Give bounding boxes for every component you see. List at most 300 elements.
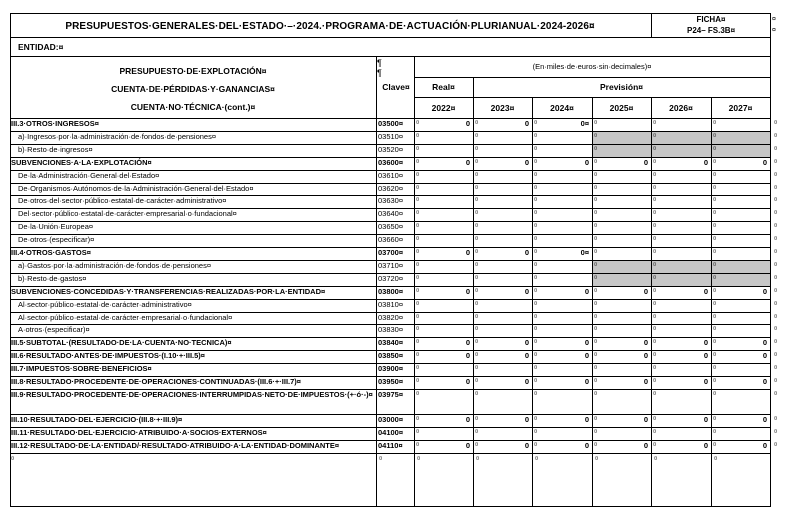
cell-end-mark: ¤ (475, 210, 479, 217)
cell-value[interactable]: 0 (703, 286, 708, 296)
row-code: 04100¤ (378, 427, 404, 437)
cell-end-mark: ¤ (653, 171, 657, 178)
cell-end-mark: ¤ (416, 300, 420, 307)
document-title: PRESUPUESTOS·GENERALES·DEL·ESTADO·–·2024.·PROGRAMA·DE·ACTUACIÓN·PLURIANUAL·2024-2026¤ (65, 21, 595, 32)
cell-end-mark: ¤ (416, 313, 420, 320)
cell-end-mark: ¤ (713, 378, 717, 384)
cell-end-mark: ¤ (594, 313, 598, 320)
cell-end-mark: ¤ (653, 236, 657, 243)
row-code: 03620¤ (378, 183, 404, 193)
cell-end-mark: ¤ (713, 274, 717, 281)
row-end-mark: ¤ (774, 210, 778, 217)
cell-end-mark: ¤ (416, 390, 420, 397)
table-row (10, 234, 778, 247)
cell-end-mark: ¤ (534, 274, 538, 281)
table-row (10, 414, 778, 427)
cell-end-mark: ¤ (594, 352, 598, 359)
row-code: 03510¤ (378, 131, 404, 141)
cell-end-mark: ¤ (534, 428, 538, 435)
cell-end-mark: ¤ (713, 300, 717, 307)
pilcrow: ¶ (377, 68, 382, 78)
row-label: b)·Resto·de·gastos¤ (18, 273, 87, 283)
row-label: De·la·Unión·Europea¤ (18, 222, 94, 232)
row-code: 03520¤ (378, 144, 404, 154)
table-row (10, 195, 778, 208)
cell-value[interactable]: 0 (524, 286, 529, 296)
row-code: 03900¤ (378, 364, 404, 374)
row-label: III.8·RESULTADO·PROCEDENTE·DE·OPERACIONES·CONTINUADAS·(III.6·+·III.7)¤ (11, 377, 301, 386)
cell-end-mark: ¤ (594, 184, 598, 191)
header-units: (En·miles·de·euros·sin·decimales)¤ (532, 62, 652, 71)
cell-end-mark: ¤ (594, 300, 598, 307)
table-row (10, 389, 778, 414)
row-label: III.10·RESULTADO·DEL·EJERCICIO·(III.8·+·III.9)¤ (11, 414, 183, 424)
table-row (10, 440, 778, 453)
row-label: Al·sector·público·estatal·de·carácter·administrativo¤ (18, 299, 192, 309)
table-row (10, 183, 778, 196)
cell-end-mark: ¤ (416, 378, 420, 384)
cell-end-mark: ¤ (653, 428, 657, 435)
row-label: SUBVENCIONES·A·LA·EXPLOTACIÓN¤ (11, 157, 152, 167)
cell-end-mark: ¤ (594, 339, 598, 346)
empty-cell-mark: ¤ (535, 455, 539, 462)
margin-mark: ¤ (772, 27, 776, 34)
cell-end-mark: ¤ (534, 223, 538, 230)
table-row (10, 312, 778, 325)
cell-end-mark: ¤ (653, 339, 657, 346)
cell-end-mark: ¤ (475, 326, 479, 333)
cell-value[interactable]: 0 (524, 440, 529, 450)
cell-end-mark: ¤ (534, 300, 538, 307)
header-year: 2024¤ (550, 103, 574, 113)
cell-end-mark: ¤ (534, 441, 538, 448)
empty-cell-mark: ¤ (476, 455, 480, 462)
row-end-mark: ¤ (774, 441, 778, 448)
cell-value[interactable]: 0 (762, 377, 767, 386)
cell-end-mark: ¤ (475, 261, 479, 268)
cell-end-mark: ¤ (594, 274, 598, 281)
cell-end-mark: ¤ (653, 120, 657, 126)
cell-end-mark: ¤ (416, 210, 420, 217)
cell-end-mark: ¤ (594, 378, 598, 384)
cell-end-mark: ¤ (594, 441, 598, 448)
cell-end-mark: ¤ (475, 132, 479, 139)
cell-value[interactable]: 0 (643, 440, 648, 450)
cell-end-mark: ¤ (534, 378, 538, 384)
cell-end-mark: ¤ (594, 197, 598, 204)
cell-end-mark: ¤ (475, 313, 479, 320)
cell-value[interactable]: 0 (524, 248, 529, 257)
ficha-line-2: P24– FS.3B¤ (686, 26, 736, 35)
cell-value[interactable]: 0 (584, 377, 589, 386)
cell-value[interactable]: 0 (465, 157, 470, 167)
row-label: III.5·SUBTOTAL·(RESULTADO·DE·LA·CUENTA·NO·TECNICA)¤ (11, 338, 232, 348)
row-code: 03700¤ (378, 248, 404, 257)
header-cuenta: CUENTA·DE·PÉRDIDAS·Y·GANANCIAS¤ (111, 84, 275, 94)
row-end-mark: ¤ (774, 313, 778, 320)
cell-end-mark: ¤ (713, 210, 717, 217)
header-prevision: Previsión¤ (600, 82, 643, 92)
row-label: Del·sector·público·estatal·de·carácter·empresarial·o·fundacional¤ (18, 209, 237, 219)
cell-end-mark: ¤ (653, 352, 657, 359)
row-end-mark: ¤ (774, 378, 778, 384)
table-row (10, 376, 778, 389)
cell-value[interactable]: 0 (762, 414, 767, 424)
row-end-mark: ¤ (774, 287, 778, 294)
cell-value[interactable]: 0 (465, 377, 470, 386)
cell-end-mark: ¤ (534, 415, 538, 422)
cell-value[interactable]: 0 (465, 338, 470, 348)
cell-end-mark: ¤ (653, 223, 657, 230)
cell-value[interactable]: 0 (762, 157, 767, 167)
cell-value[interactable]: 0 (643, 286, 648, 296)
table-row (10, 118, 778, 131)
cell-end-mark: ¤ (594, 236, 598, 243)
cell-end-mark: ¤ (713, 145, 717, 152)
ficha-line-1: FICHA¤ (696, 15, 726, 24)
cell-end-mark: ¤ (475, 339, 479, 346)
cell-value[interactable]: 0 (584, 414, 589, 424)
cell-end-mark: ¤ (416, 158, 420, 165)
row-code: 03640¤ (378, 209, 404, 219)
cell-end-mark: ¤ (534, 197, 538, 204)
cell-value[interactable]: 0 (584, 440, 589, 450)
cell-end-mark: ¤ (416, 352, 420, 359)
cell-value[interactable]: 0 (465, 248, 470, 257)
cell-end-mark: ¤ (653, 158, 657, 165)
cell-end-mark: ¤ (475, 249, 479, 255)
cell-end-mark: ¤ (534, 249, 538, 255)
row-end-mark: ¤ (774, 339, 778, 346)
cell-end-mark: ¤ (653, 415, 657, 422)
cell-value[interactable]: 0 (703, 414, 708, 424)
cell-end-mark: ¤ (653, 390, 657, 397)
row-code: 03710¤ (378, 260, 404, 270)
cell-end-mark: ¤ (594, 249, 598, 255)
header-cuenta-no-tecnica: CUENTA·NO·TÉCNICA·(cont.)¤ (130, 102, 256, 112)
cell-end-mark: ¤ (416, 326, 420, 333)
cell-end-mark: ¤ (534, 171, 538, 178)
cell-end-mark: ¤ (594, 287, 598, 294)
row-label: III.6·RESULTADO·ANTES·DE·IMPUESTOS·(I.10·+·III.5)¤ (11, 351, 205, 361)
cell-end-mark: ¤ (534, 210, 538, 217)
row-end-mark: ¤ (774, 415, 778, 422)
cell-end-mark: ¤ (534, 352, 538, 359)
cell-end-mark: ¤ (653, 300, 657, 307)
cell-end-mark: ¤ (713, 287, 717, 294)
cell-end-mark: ¤ (475, 390, 479, 397)
cell-end-mark: ¤ (416, 339, 420, 346)
cell-value[interactable]: 0 (524, 119, 529, 128)
empty-cell-mark: ¤ (654, 455, 658, 462)
row-code: 03810¤ (378, 299, 404, 309)
cell-end-mark: ¤ (534, 158, 538, 165)
cell-end-mark: ¤ (653, 210, 657, 217)
row-label: De·otros·(especificar)¤ (18, 235, 95, 245)
entity-label: ENTIDAD:¤ (18, 42, 64, 52)
row-end-mark: ¤ (774, 145, 778, 152)
cell-end-mark: ¤ (475, 300, 479, 307)
cell-value[interactable]: 0 (762, 338, 767, 348)
table-row (10, 260, 778, 273)
cell-end-mark: ¤ (416, 197, 420, 204)
cell-end-mark: ¤ (713, 428, 717, 435)
cell-end-mark: ¤ (713, 415, 717, 422)
cell-value[interactable]: 0 (643, 157, 648, 167)
cell-end-mark: ¤ (594, 390, 598, 397)
cell-end-mark: ¤ (713, 197, 717, 204)
table-row (10, 247, 778, 260)
cell-end-mark: ¤ (653, 274, 657, 281)
row-code: 03820¤ (378, 312, 404, 322)
ficha-code (652, 14, 770, 36)
cell-value[interactable]: 0 (584, 286, 589, 296)
cell-end-mark: ¤ (713, 339, 717, 346)
cell-value[interactable]: 0 (465, 351, 470, 361)
cell-end-mark: ¤ (594, 415, 598, 422)
table-row (10, 273, 778, 286)
cell-value[interactable]: 0 (762, 351, 767, 361)
cell-end-mark: ¤ (653, 313, 657, 320)
cell-end-mark: ¤ (713, 171, 717, 178)
empty-cell-mark: ¤ (714, 455, 718, 462)
cell-end-mark: ¤ (713, 352, 717, 359)
cell-end-mark: ¤ (594, 428, 598, 435)
cell-value[interactable]: 0 (465, 286, 470, 296)
cell-end-mark: ¤ (475, 120, 479, 126)
cell-value[interactable]: 0 (524, 377, 529, 386)
cell-end-mark: ¤ (594, 223, 598, 230)
cell-value[interactable]: 0 (643, 338, 648, 348)
cell-end-mark: ¤ (416, 365, 420, 372)
row-end-mark: ¤ (774, 171, 778, 178)
cell-value[interactable]: 0 (584, 338, 589, 348)
cell-end-mark: ¤ (416, 415, 420, 422)
cell-end-mark: ¤ (534, 390, 538, 397)
cell-end-mark: ¤ (416, 171, 420, 178)
cell-value[interactable]: 0 (465, 414, 470, 424)
cell-end-mark: ¤ (475, 158, 479, 165)
table-row (10, 131, 778, 144)
cell-end-mark: ¤ (475, 441, 479, 448)
row-code: 03850¤ (378, 351, 404, 361)
row-code: 03950¤ (378, 377, 404, 386)
cell-end-mark: ¤ (416, 120, 420, 126)
row-label: a)·Gastos·por·la·administración·de·fondos·de·pensiones¤ (18, 260, 212, 270)
cell-value[interactable]: 0 (465, 119, 470, 128)
cell-end-mark: ¤ (653, 132, 657, 139)
cell-end-mark: ¤ (653, 287, 657, 294)
row-code: 03500¤ (378, 119, 404, 128)
row-end-mark: ¤ (774, 197, 778, 204)
table-row (10, 170, 778, 183)
cell-end-mark: ¤ (416, 249, 420, 255)
cell-end-mark: ¤ (534, 145, 538, 152)
table-row (10, 144, 778, 157)
table-row (10, 286, 778, 299)
cell-end-mark: ¤ (713, 223, 717, 230)
row-label: III.9·RESULTADO·PROCEDENTE·DE·OPERACIONES·INTERRUMPIDAS·NETO·DE·IMPUESTOS·(+·ó·-)¤ (11, 389, 373, 399)
empty-cell-mark: ¤ (417, 455, 421, 462)
row-label: a)·Ingresos·por·la·administración·de·fondos·de·pensiones¤ (18, 131, 217, 141)
cell-end-mark: ¤ (713, 132, 717, 139)
header-real: Real¤ (432, 82, 455, 92)
cell-end-mark: ¤ (653, 365, 657, 372)
cell-end-mark: ¤ (713, 326, 717, 333)
cell-end-mark: ¤ (594, 145, 598, 152)
cell-end-mark: ¤ (475, 197, 479, 204)
pilcrow: ¶ (377, 58, 382, 68)
row-label: III.4·OTROS·GASTOS¤ (11, 248, 91, 257)
cell-end-mark: ¤ (416, 441, 420, 448)
cell-value[interactable]: 0 (524, 351, 529, 361)
table-row (10, 324, 778, 337)
cell-end-mark: ¤ (653, 441, 657, 448)
cell-end-mark: ¤ (475, 287, 479, 294)
cell-end-mark: ¤ (475, 236, 479, 243)
row-label: SUBVENCIONES·CONCEDIDAS·Y·TRANSFERENCIAS·REALIZADAS·POR·LA·ENTIDAD¤ (11, 286, 326, 296)
cell-end-mark: ¤ (416, 287, 420, 294)
cell-value[interactable]: 0 (584, 157, 589, 167)
cell-value[interactable]: 0 (643, 414, 648, 424)
header-year: 2022¤ (431, 103, 456, 113)
row-label: De·otros·del·sector·público·estatal·de·carácter·administrativo¤ (18, 196, 227, 206)
cell-end-mark: ¤ (534, 339, 538, 346)
row-label: III.11·RESULTADO·DEL·EJERCICIO·ATRIBUIDO·A·SOCIOS·EXTERNOS¤ (11, 427, 267, 437)
cell-end-mark: ¤ (475, 378, 479, 384)
cell-value[interactable]: 0 (524, 157, 529, 167)
cell-end-mark: ¤ (653, 197, 657, 204)
row-code: 03975¤ (378, 389, 404, 399)
cell-value[interactable]: 0 (465, 440, 470, 450)
cell-end-mark: ¤ (653, 378, 657, 384)
cell-value[interactable]: 0¤ (580, 119, 589, 128)
cell-end-mark: ¤ (713, 236, 717, 243)
cell-end-mark: ¤ (475, 365, 479, 372)
row-end-mark: ¤ (774, 352, 778, 359)
row-end-mark: ¤ (774, 223, 778, 230)
row-code: 03650¤ (378, 222, 404, 232)
header-year: 2026¤ (669, 103, 693, 113)
row-label: A·otros·(especificar)¤ (18, 325, 90, 335)
cell-end-mark: ¤ (416, 428, 420, 435)
cell-value[interactable]: 0 (703, 351, 708, 361)
cell-end-mark: ¤ (416, 184, 420, 191)
cell-end-mark: ¤ (416, 132, 420, 139)
table-row (10, 157, 778, 170)
cell-end-mark: ¤ (534, 132, 538, 139)
row-end-mark: ¤ (774, 158, 778, 165)
header-presupuesto: PRESUPUESTO·DE·EXPLOTACIÓN¤ (119, 66, 267, 76)
cell-end-mark: ¤ (475, 415, 479, 422)
cell-end-mark: ¤ (653, 261, 657, 268)
cell-end-mark: ¤ (713, 390, 717, 397)
table-row (10, 299, 778, 312)
cell-value[interactable]: 0 (703, 157, 708, 167)
row-end-mark: ¤ (774, 326, 778, 333)
table-row (10, 427, 778, 440)
cell-end-mark: ¤ (534, 326, 538, 333)
cell-end-mark: ¤ (534, 184, 538, 191)
cell-end-mark: ¤ (653, 326, 657, 333)
cell-end-mark: ¤ (475, 223, 479, 230)
cell-value[interactable]: 0 (703, 377, 708, 386)
cell-end-mark: ¤ (475, 428, 479, 435)
row-end-mark: ¤ (774, 132, 778, 139)
cell-value[interactable]: 0 (524, 338, 529, 348)
row-end-mark: ¤ (774, 261, 778, 268)
cell-end-mark: ¤ (594, 158, 598, 165)
cell-end-mark: ¤ (653, 249, 657, 255)
empty-cell-mark: ¤ (595, 455, 599, 462)
cell-end-mark: ¤ (653, 145, 657, 152)
row-code: 03800¤ (378, 286, 404, 296)
cell-end-mark: ¤ (416, 223, 420, 230)
row-label: Al·sector·público·estatal·de·carácter·empresarial·o·fundacional¤ (18, 312, 233, 322)
cell-end-mark: ¤ (713, 441, 717, 448)
cell-end-mark: ¤ (594, 326, 598, 333)
cell-value[interactable]: 0 (584, 351, 589, 361)
row-code: 03720¤ (378, 273, 404, 283)
empty-cell-mark: ¤ (379, 455, 383, 462)
cell-value[interactable]: 0 (762, 286, 767, 296)
cell-end-mark: ¤ (713, 313, 717, 320)
cell-value[interactable]: 0¤ (580, 248, 589, 257)
cell-end-mark: ¤ (416, 145, 420, 152)
row-end-mark: ¤ (774, 300, 778, 307)
row-code: 03840¤ (378, 338, 404, 348)
cell-end-mark: ¤ (534, 236, 538, 243)
row-end-mark: ¤ (774, 274, 778, 281)
row-label: III.7·IMPUESTOS·SOBRE·BENEFICIOS¤ (11, 364, 152, 374)
cell-end-mark: ¤ (534, 287, 538, 294)
row-end-mark: ¤ (774, 120, 778, 126)
row-end-mark: ¤ (774, 428, 778, 435)
header-year: 2025¤ (609, 103, 634, 113)
cell-end-mark: ¤ (416, 274, 420, 281)
row-end-mark: ¤ (774, 365, 778, 372)
cell-value[interactable]: 0 (703, 440, 708, 450)
cell-value[interactable]: 0 (762, 440, 767, 450)
row-code: 03630¤ (378, 196, 404, 206)
row-label: b)·Resto·de·ingresos¤ (18, 144, 93, 154)
row-label: De·la·Administración·General·del·Estado¤ (18, 170, 160, 180)
row-label: III.12·RESULTADO·DE·LA·ENTIDAD/·RESULTADO·ATRIBUIDO·A·LA·ENTIDAD·DOMINANTE¤ (11, 440, 340, 450)
cell-end-mark: ¤ (713, 120, 717, 126)
header-year: 2027¤ (728, 103, 753, 113)
cell-end-mark: ¤ (594, 365, 598, 372)
cell-value[interactable]: 0 (643, 377, 648, 386)
cell-value[interactable]: 0 (643, 351, 648, 361)
cell-value[interactable]: 0 (703, 338, 708, 348)
row-end-mark: ¤ (774, 236, 778, 243)
row-end-mark: ¤ (774, 249, 778, 255)
cell-value[interactable]: 0 (524, 414, 529, 424)
cell-end-mark: ¤ (594, 120, 598, 126)
table-row (10, 337, 778, 350)
cell-end-mark: ¤ (534, 120, 538, 126)
row-code: 03830¤ (378, 325, 404, 335)
cell-end-mark: ¤ (594, 132, 598, 139)
row-code: 03660¤ (378, 235, 404, 245)
row-code: 03600¤ (378, 157, 404, 167)
row-label: De·Organismos·Autónomos·de·la·Administración·General·del·Estado¤ (18, 183, 254, 193)
table-row (10, 350, 778, 363)
row-code: 04110¤ (378, 440, 403, 450)
cell-end-mark: ¤ (594, 210, 598, 217)
cell-end-mark: ¤ (534, 313, 538, 320)
cell-end-mark: ¤ (713, 249, 717, 255)
